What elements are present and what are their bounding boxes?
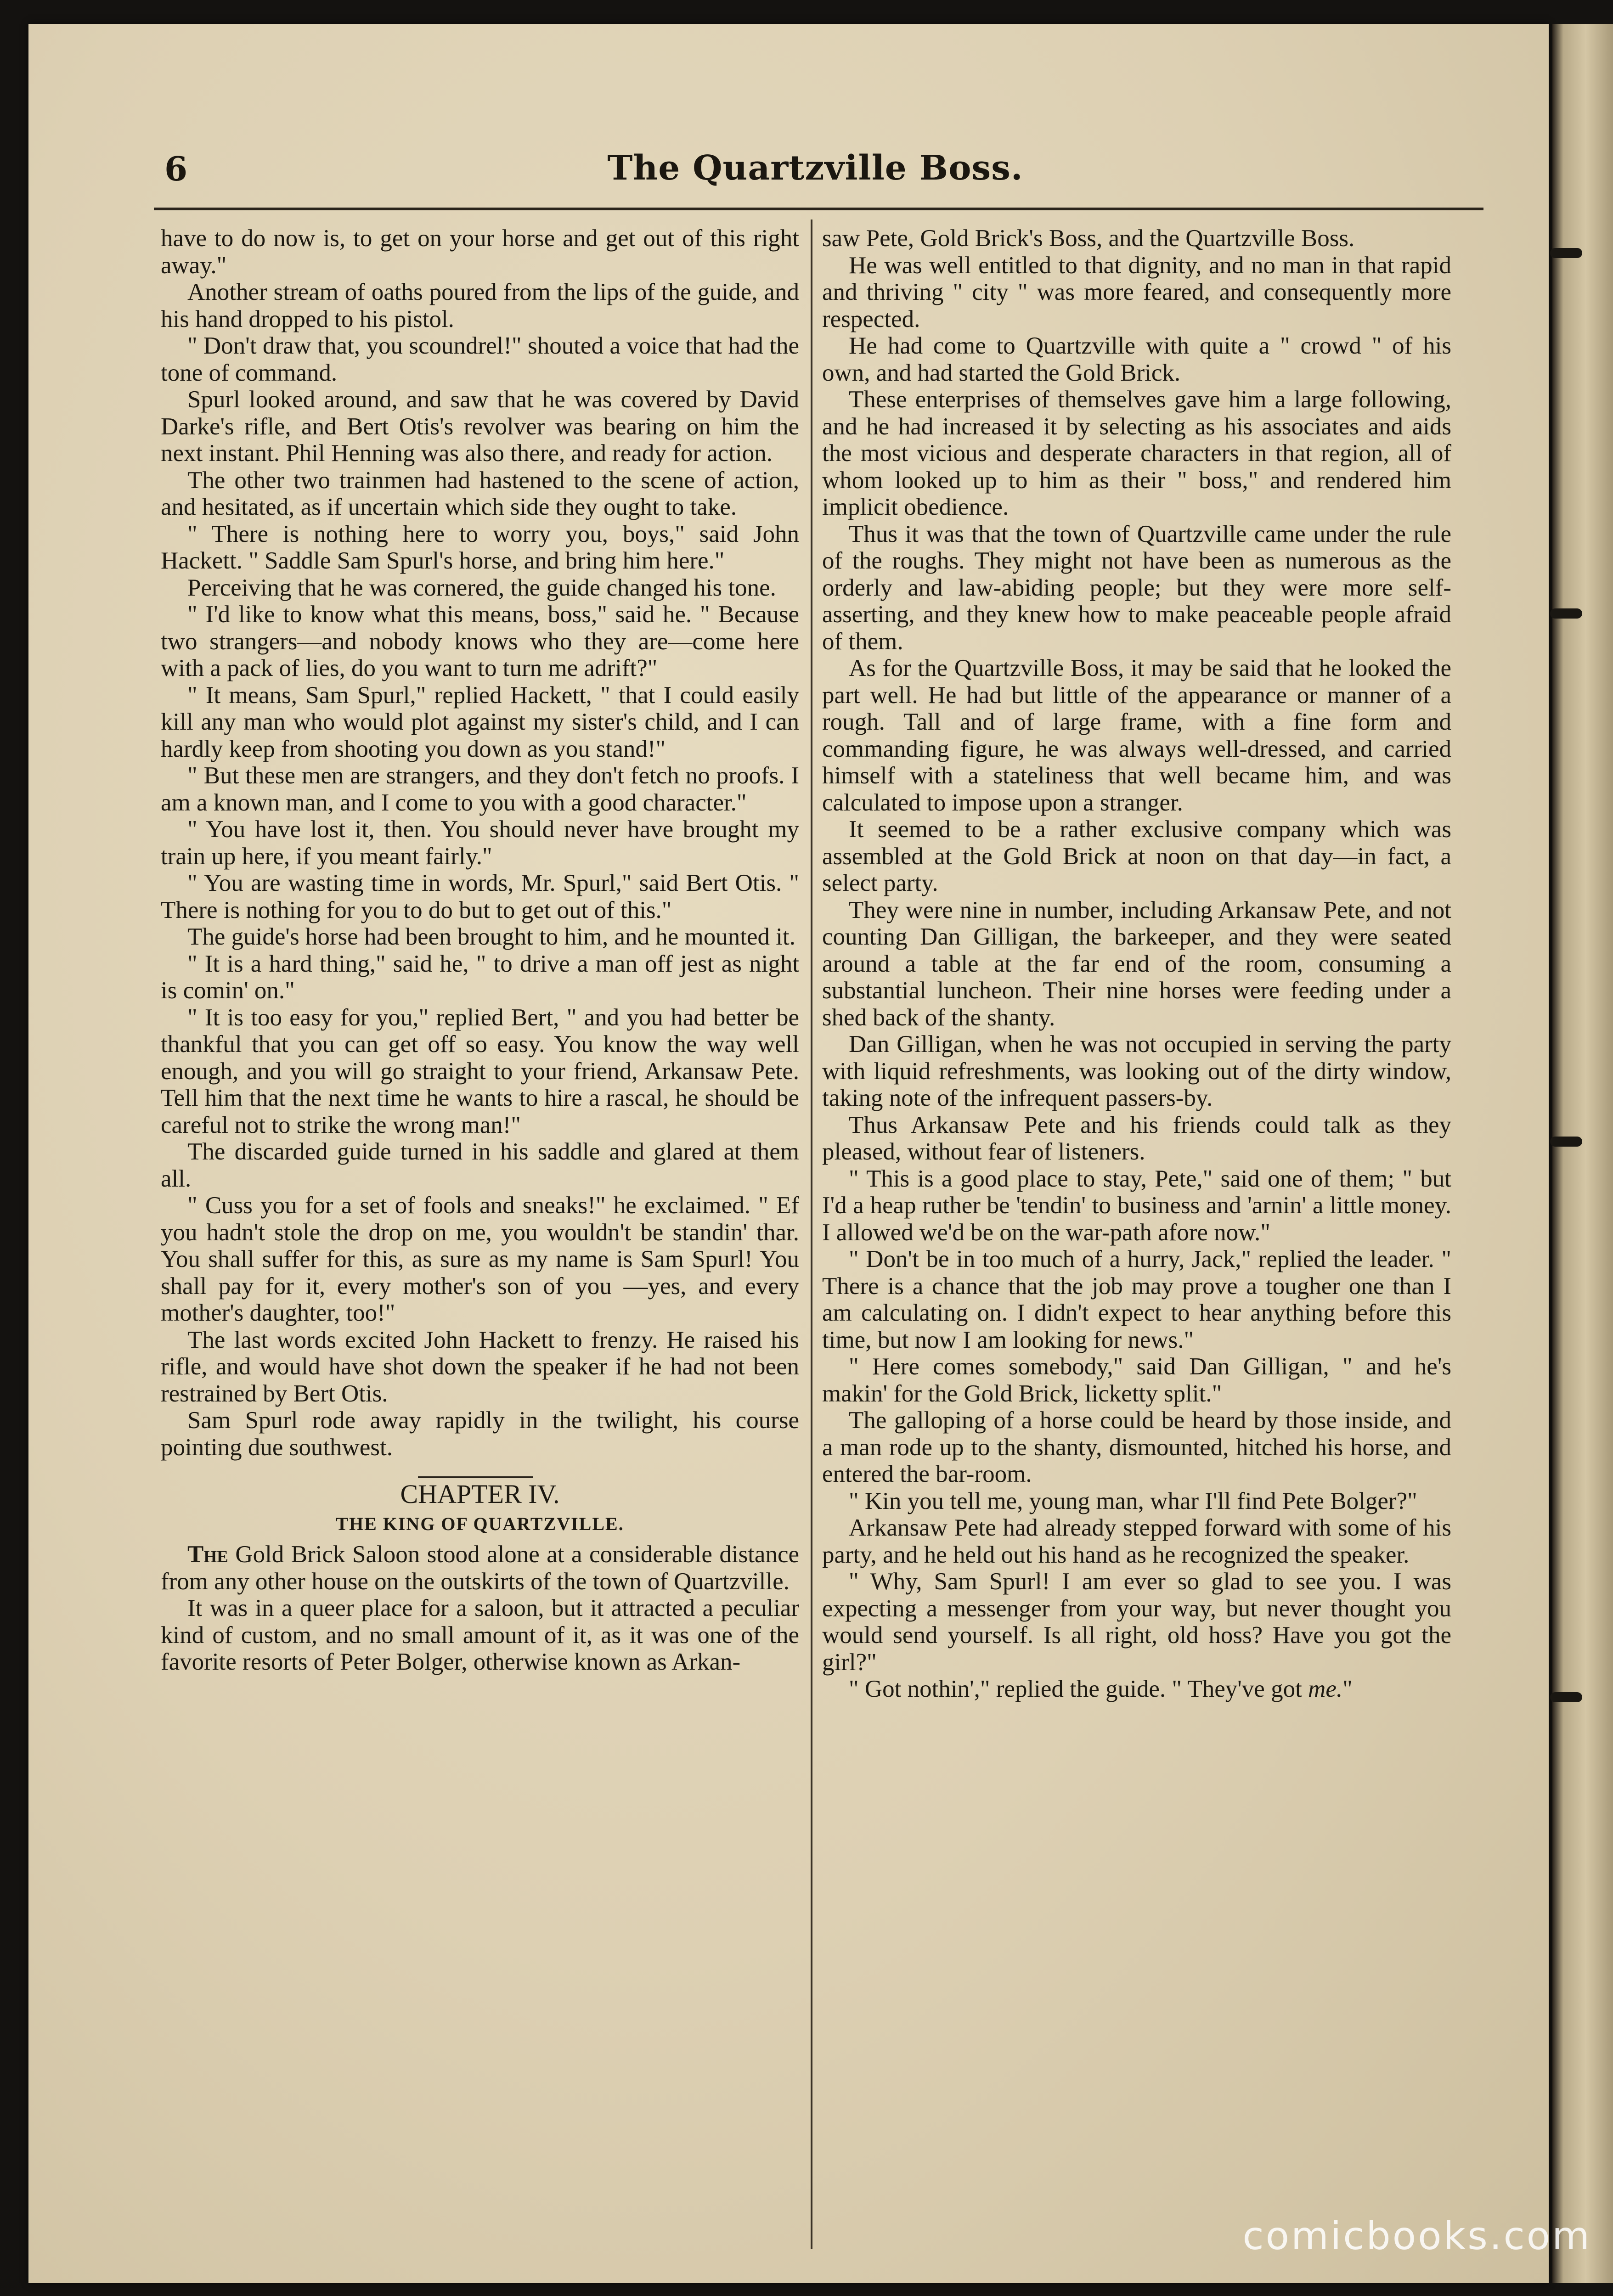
paragraph: The other two trainmen had hastened to the scene of action, and hesitated, as if uncertain which side they ought to take. bbox=[161, 467, 799, 520]
paragraph: As for the Quartzville Boss, it may be said that he looked the part well. He had but little of the appearance or manner of a rough. Tall and of large frame, with a fine form and commanding figure, he was always well-dressed, and carried himself with a stateliness that well became him, and was calculated to impose upon a stranger. bbox=[822, 655, 1451, 816]
paragraph: It was in a queer place for a saloon, but it attracted a peculiar kind of custom, and no small amount of it, as it was one of the favorite resorts of Peter Bolger, otherwise known as Arkan- bbox=[161, 1595, 799, 1675]
final-paragraph-end: " bbox=[1342, 1676, 1353, 1702]
chapter-subheading: THE KING OF QUARTZVILLE. bbox=[336, 1513, 624, 1534]
paragraph: He was well entitled to that dignity, and no man in that rapid and thriving " city " was more feared, and consequently more respected. bbox=[822, 252, 1451, 332]
binding-edge bbox=[1552, 24, 1613, 2283]
column-divider bbox=[811, 219, 812, 2249]
paragraph: " You are wasting time in words, Mr. Spurl," said Bert Otis. " There is nothing for you to do but to get out of this." bbox=[161, 870, 799, 923]
paragraph: The galloping of a horse could be heard by those inside, and a man rode up to the shanty, dismounted, hitched his horse, and entered the bar-room. bbox=[822, 1407, 1451, 1487]
paragraph: It seemed to be a rather exclusive company which was assembled at the Gold Brick at noon on that day—in fact, a select party. bbox=[822, 816, 1451, 896]
paragraph: " I'd like to know what this means, boss," said he. " Because two strangers—and nobody knows who they are—come here with a pack of lies, do you want to turn me adrift?" bbox=[161, 601, 799, 681]
chapter-opening-text: Gold Brick Saloon stood alone at a considerable distance from any other house on the outskirts of the town of Quartzville. bbox=[161, 1541, 799, 1595]
right-column bbox=[822, 225, 1451, 1703]
paragraph: saw Pete, Gold Brick's Boss, and the Quartzville Boss. bbox=[822, 225, 1355, 252]
paragraph: " Kin you tell me, young man, whar I'll find Pete Bolger?" bbox=[849, 1487, 1417, 1514]
paragraph: Spurl looked around, and saw that he was covered by David Darke's rifle, and Bert Otis's revolver was bearing on him the next instant. Phil Henning was also there, and ready for action. bbox=[161, 386, 799, 467]
paragraph: The discarded guide turned in his saddle and glared at them all. bbox=[161, 1138, 799, 1192]
running-title: The Quartzville Boss. bbox=[607, 148, 1023, 188]
binding-staple bbox=[1550, 248, 1582, 258]
paragraph: Arkansaw Pete had already stepped forward with some of his party, and he held out his hand as he recognized the speaker. bbox=[822, 1514, 1451, 1568]
paragraph: " It is too easy for you," replied Bert, " and you had better be thankful that you can get off so easy. You know the way well enough, and you will go straight to your friend, Arkansaw Pete. Tell him that the next time he wants to hire a rascal, he should be careful not to strike the wrong man!" bbox=[161, 1004, 799, 1138]
binding-staple bbox=[1550, 608, 1582, 619]
paragraph: " This is a good place to stay, Pete," said one of them; " but I'd a heap ruther be 'tendin' to business and 'arnin' a little money. I allowed we'd be on the war-path afore now." bbox=[822, 1165, 1451, 1246]
paragraph: These enterprises of themselves gave him a large following, and he had increased it by selecting as his associates and aids the most vicious and desperate characters in that region, all of whom looked up to him as their " boss," and rendered him implicit obedience. bbox=[822, 386, 1451, 520]
watermark: comicbooks.com bbox=[1242, 2213, 1591, 2258]
paragraph: " Don't draw that, you scoundrel!" shouted a voice that had the tone of command. bbox=[161, 332, 799, 386]
chapter-heading: CHAPTER IV. bbox=[161, 1476, 799, 1508]
paragraph: They were nine in number, including Arkansaw Pete, and not counting Dan Gilligan, the barkeeper, and they were seated around a table at the far end of the room, consuming a substantial luncheon. Their nine horses were feeding under a shed back of the shanty. bbox=[822, 896, 1451, 1031]
paragraph: " Cuss you for a set of fools and sneaks!" he exclaimed. " Ef you hadn't stole the drop on me, you wouldn't be standin' thar. You shall suffer for this, as sure as my name is Sam Spurl! You shall pay for it, every mother's son of you —yes, and every mother's daughter, too!" bbox=[161, 1192, 799, 1326]
header-rule bbox=[154, 208, 1483, 210]
paragraph: The last words excited John Hackett to frenzy. He raised his rifle, and would have shot down the speaker if he had not been restrained by Bert Otis. bbox=[161, 1326, 799, 1407]
paragraph: Perceiving that he was cornered, the guide changed his tone. bbox=[187, 574, 776, 601]
paragraph: " It means, Sam Spurl," replied Hackett, " that I could easily kill any man who would plot against my sister's child, and I can hardly keep from shooting you down as you stand!" bbox=[161, 681, 799, 762]
left-column bbox=[161, 225, 799, 1676]
chapter-opening-paragraph bbox=[161, 1541, 799, 1595]
page-number: 6 bbox=[164, 149, 188, 188]
page-header bbox=[142, 145, 1488, 200]
paragraph: " Why, Sam Spurl! I am ever so glad to see you. I was expecting a messenger from your way, but never thought you would send yourself. Is all right, old hoss? Have you got the girl?" bbox=[822, 1568, 1451, 1676]
final-paragraph bbox=[822, 1676, 1451, 1703]
paragraph: Dan Gilligan, when he was not occupied in serving the party with liquid refreshments, was looking out of the dirty window, taking note of the infrequent passers-by. bbox=[822, 1031, 1451, 1111]
paragraph: Sam Spurl rode away rapidly in the twilight, his course pointing due southwest. bbox=[161, 1407, 799, 1461]
paragraph: He had come to Quartzville with quite a " crowd " of his own, and had started the Gold Brick. bbox=[822, 332, 1451, 386]
paragraph: " It is a hard thing," said he, " to drive a man off jest as night is comin' on." bbox=[161, 950, 799, 1004]
paragraph: have to do now is, to get on your horse and get out of this right away." bbox=[161, 225, 799, 279]
binding-staple bbox=[1550, 1692, 1582, 1702]
paragraph: " You have lost it, then. You should never have brought my train up here, if you meant fairly." bbox=[161, 816, 799, 870]
paragraph: " There is nothing here to worry you, boys," said John Hackett. " Saddle Sam Spurl's horse, and bring him here." bbox=[161, 520, 799, 574]
binding-staple bbox=[1550, 1137, 1582, 1147]
paragraph: The guide's horse had been brought to him, and he mounted it. bbox=[187, 923, 795, 950]
paragraph: " But these men are strangers, and they don't fetch no proofs. I am a known man, and I come to you with a good character." bbox=[161, 762, 799, 816]
final-paragraph-start: " Got nothin'," replied the guide. " They've got bbox=[849, 1676, 1302, 1702]
paragraph: Thus Arkansaw Pete and his friends could talk as they pleased, without fear of listeners. bbox=[822, 1111, 1451, 1165]
paragraph: " Don't be in too much of a hurry, Jack," replied the leader. " There is a chance that the job may prove a tougher one than I am calculating on. I didn't expect to hear anything before this time, but now I am looking for news." bbox=[822, 1246, 1451, 1353]
paragraph: " Here comes somebody," said Dan Gilligan, " and he's makin' for the Gold Brick, licketty split." bbox=[822, 1353, 1451, 1407]
paragraph: Thus it was that the town of Quartzville came under the rule of the roughs. They might not have been as numerous as the orderly and law-abiding people; but they were more self-asserting, and they knew how to make peaceable people afraid of them. bbox=[822, 520, 1451, 655]
paragraph: Another stream of oaths poured from the lips of the guide, and his hand dropped to his pistol. bbox=[161, 279, 799, 332]
emphasized-word: me. bbox=[1308, 1676, 1343, 1702]
chapter-lead-word: The bbox=[187, 1541, 228, 1568]
